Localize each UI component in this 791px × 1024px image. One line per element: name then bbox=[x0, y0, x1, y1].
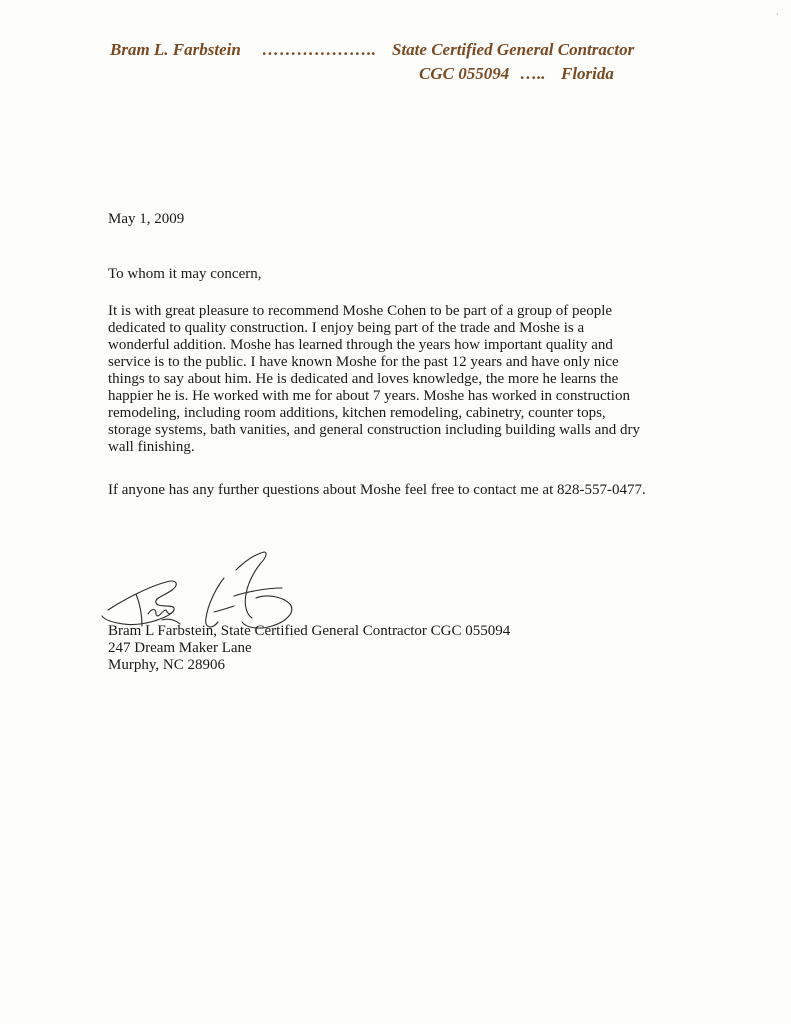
letterhead-license: CGC 055094 bbox=[419, 64, 510, 83]
paragraph-line: service is to the public. I have known Moshe for the past 12 years and have only nice bbox=[108, 354, 619, 370]
paragraph-line: It is with great pleasure to recommend Moshe Cohen to be part of a group of people bbox=[108, 303, 613, 319]
letter-date: May 1, 2009 bbox=[108, 211, 185, 227]
paragraph-line: dedicated to quality construction. I enjoy being part of the trade and Moshe is a bbox=[108, 320, 585, 336]
letterhead-name: Bram L. Farbstein bbox=[110, 40, 241, 59]
paragraph-line: things to say about him. He is dedicated and loves knowledge, the more he learns the bbox=[108, 371, 619, 387]
letterhead-title: State Certified General Contractor bbox=[392, 40, 635, 59]
letterhead-leader-dots: ……………….. bbox=[262, 40, 377, 59]
paragraph-line: wonderful addition. Moshe has learned through the years how important quality and bbox=[108, 337, 613, 353]
paragraph-line: storage systems, bath vanities, and general construction including building walls and dry bbox=[108, 422, 640, 438]
paragraph-line: happier he is. He worked with me for about 7 years. Moshe has worked in construction bbox=[108, 388, 630, 404]
letterhead-leader-dots-2: ….. bbox=[520, 64, 546, 83]
signature-block bbox=[108, 623, 510, 674]
letter-body-paragraph bbox=[108, 303, 708, 456]
signer-name-title: Bram L Farbstein, State Certified General Contractor CGC 055094 bbox=[108, 623, 511, 639]
letter-salutation: To whom it may concern, bbox=[108, 266, 262, 282]
paragraph-line: wall finishing. bbox=[108, 439, 195, 455]
letterhead-state: Florida bbox=[561, 64, 614, 83]
signer-city-state-zip: Murphy, NC 28906 bbox=[108, 657, 225, 673]
signer-street-address: 247 Dream Maker Lane bbox=[108, 640, 252, 656]
letter-closing: If anyone has any further questions about Moshe feel free to contact me at 828-557-0477. bbox=[108, 482, 646, 498]
paragraph-line: remodeling, including room additions, kitchen remodeling, cabinetry, counter tops, bbox=[108, 405, 606, 421]
scan-mark: · bbox=[776, 10, 779, 19]
